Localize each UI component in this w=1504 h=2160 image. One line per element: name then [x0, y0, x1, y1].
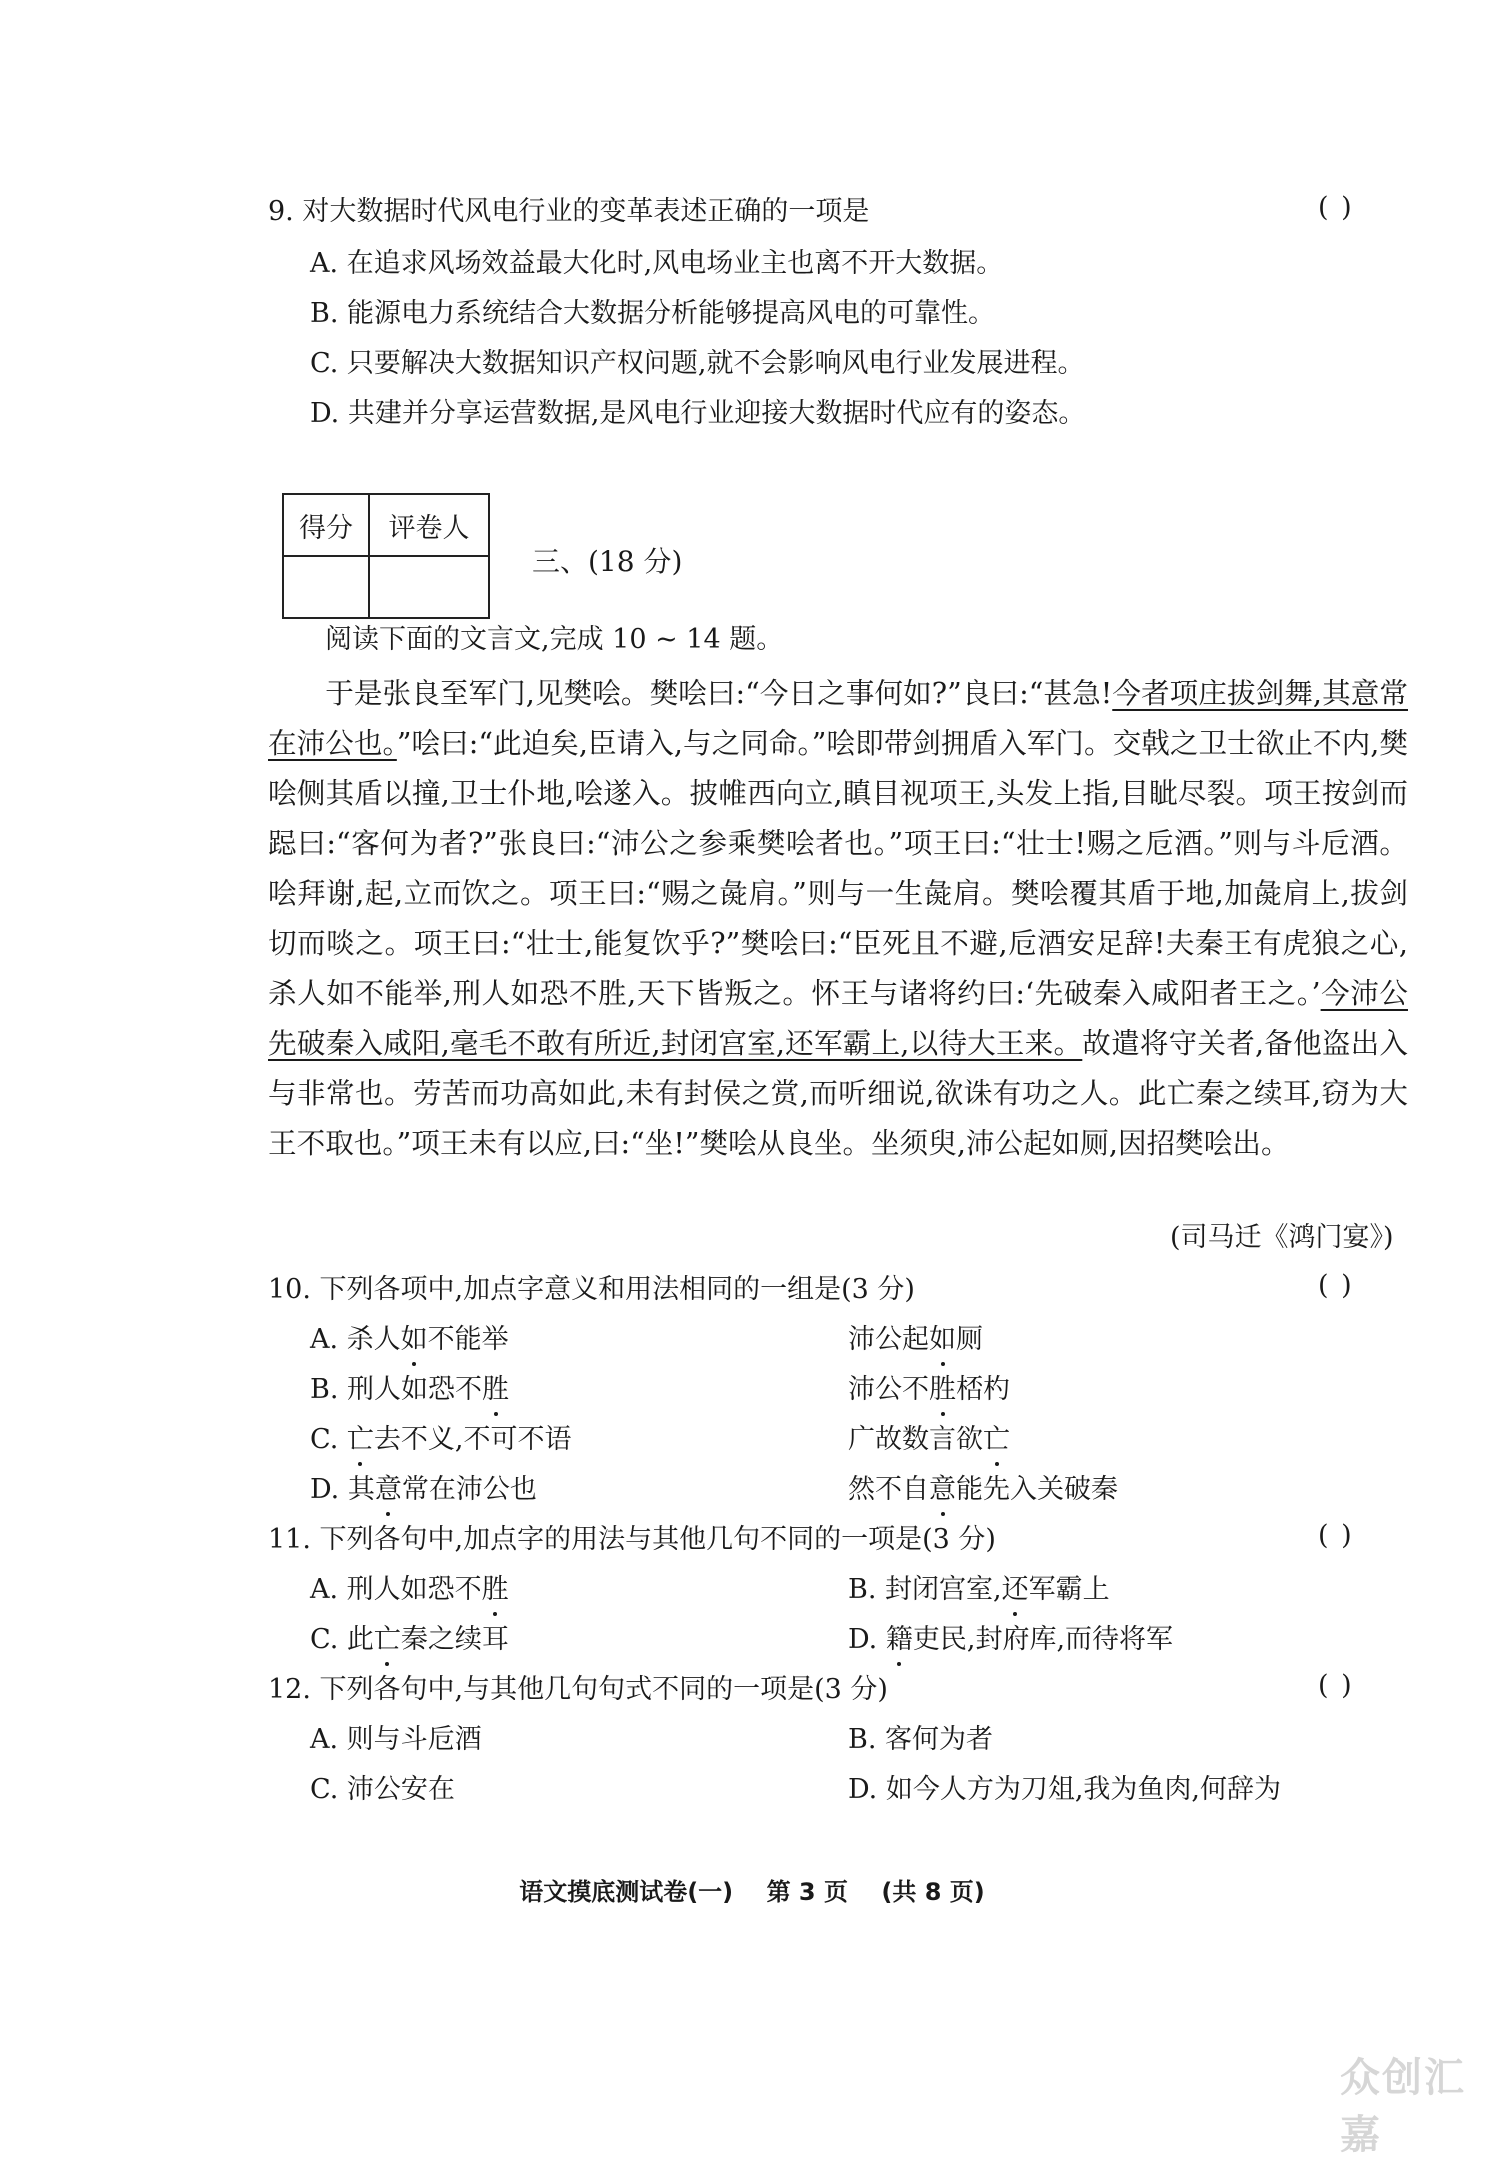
page-footer: 语文摸底测试卷(一) 第 3 页 (共 8 页): [519, 1878, 985, 1906]
q11-option-c: C. 此亡秦之续耳: [310, 1620, 509, 1660]
passage-source: (司马迁《鸿门宴》): [1170, 1222, 1394, 1253]
score-box: [282, 493, 490, 619]
q10-option-b-right: 沛公不胜桮杓: [848, 1370, 1010, 1410]
grader-label: 评卷人: [369, 494, 489, 556]
emphasis-dot-char: 亡: [347, 1420, 374, 1460]
q11-stem: 11. 下列各句中,加点字的用法与其他几句不同的一项是(3 分): [268, 1524, 996, 1555]
q11-option-b: B. 封闭宫室,还军霸上: [848, 1570, 1110, 1610]
passage-segment: 故遣将守关者,备他盗出入与非常也。劳苦而功高如此,未有封侯之赏,而听细说,欲诛有功之人。此亡秦之续耳,窃为大王不取也。”项王未有以应,曰:“坐!”樊哙从良坐。坐须臾,沛公起如厕,因招樊哙出。: [268, 1026, 1409, 1160]
q11-option-a: A. 刑人如恐不胜: [310, 1570, 509, 1610]
q10-stem: 10. 下列各项中,加点字意义和用法相同的一组是(3 分): [268, 1274, 915, 1305]
emphasis-dot-char: 胜: [482, 1570, 509, 1610]
classical-passage: [268, 668, 1408, 1168]
emphasis-dot-char: 如: [401, 1320, 428, 1360]
passage-underlined-sentence: 今沛公先破秦入咸阳,毫毛不敢有所近,封闭宫室,还军霸上,以待大王来。: [268, 976, 1408, 1060]
q10-option-a-right: 沛公起如厕: [848, 1320, 983, 1360]
emphasis-dot-char: 籍: [886, 1620, 913, 1660]
emphasis-dot-char: 胜: [482, 1370, 509, 1410]
q9-option-d: D. 共建并分享运营数据,是风电行业迎接大数据时代应有的姿态。: [310, 398, 1086, 429]
section-3-title: 三、(18 分): [532, 545, 683, 578]
reading-instruction: 阅读下面的文言文,完成 10 ~ 14 题。: [325, 624, 784, 655]
q12-option-a: A. 则与斗卮酒: [310, 1724, 482, 1755]
passage-segment: ”哙曰:“此迫矣,臣请入,与之同命。”哙即带剑拥盾入军门。交戟之卫士欲止不内,樊哙侧其盾以撞,卫士仆地,哙遂入。披帷西向立,瞋目视项王,头发上指,目眦尽裂。项王按剑而跽曰:“客何为者?”张良曰:“沛公之参乘樊哙者也。”项王曰:“壮士!赐之卮酒。”则与斗卮酒。哙拜谢,起,立而饮之。项王曰:“赐之彘肩。”则与一生彘肩。樊哙覆其盾于地,加彘肩上,拔剑切而啖之。项王曰:“壮士,能复饮乎?”樊哙曰:“臣死且不避,卮酒安足辞!夫秦王有虎狼之心,杀人如不能举,刑人如恐不胜,天下皆叛之。怀王与诸将约曰:‘先破秦入咸阳者王之。’: [268, 726, 1408, 1010]
q9-answer-bracket[interactable]: ( ): [1318, 192, 1354, 223]
q12-answer-bracket[interactable]: ( ): [1318, 1670, 1354, 1701]
passage-segment: 于是张良至军门,见樊哙。樊哙曰:“今日之事何如?”良曰:“甚急!: [325, 676, 1113, 710]
q9-option-a: A. 在追求风场效益最大化时,风电场业主也离不开大数据。: [310, 248, 1004, 279]
q11-answer-bracket[interactable]: ( ): [1318, 1520, 1354, 1551]
emphasis-dot-char: 意: [375, 1470, 402, 1510]
q9-stem: 9. 对大数据时代风电行业的变革表述正确的一项是: [268, 196, 870, 227]
q12-option-b: B. 客何为者: [848, 1724, 994, 1755]
passage-underlined-sentence: 今者项庄拔剑舞,其意常在沛公也。: [268, 676, 1408, 760]
q11-option-d: D. 籍吏民,封府库,而待将军: [848, 1620, 1173, 1660]
q12-option-d: D. 如今人方为刀俎,我为鱼肉,何辞为: [848, 1774, 1282, 1805]
emphasis-dot-char: 亡: [374, 1620, 401, 1660]
q12-stem: 12. 下列各句中,与其他几句句式不同的一项是(3 分): [268, 1674, 888, 1705]
emphasis-dot-char: 还: [1002, 1570, 1029, 1610]
score-label: 得分: [283, 494, 369, 556]
emphasis-dot-char: 意: [929, 1470, 956, 1510]
watermark-logo: 众创汇嘉: [1340, 2055, 1466, 2158]
emphasis-dot-char: 如: [929, 1320, 956, 1360]
q10-option-c-right: 广故数言欲亡: [848, 1420, 1010, 1460]
score-cell[interactable]: [283, 556, 369, 618]
q10-option-d-left: D. 其意常在沛公也: [310, 1470, 537, 1510]
q10-option-b-left: B. 刑人如恐不胜: [310, 1370, 509, 1410]
grader-cell[interactable]: [369, 556, 489, 618]
q10-answer-bracket[interactable]: ( ): [1318, 1270, 1354, 1301]
q12-option-c: C. 沛公安在: [310, 1774, 455, 1805]
q10-option-a-left: A. 杀人如不能举: [310, 1320, 509, 1360]
q9-option-c: C. 只要解决大数据知识产权问题,就不会影响风电行业发展进程。: [310, 348, 1085, 379]
q10-option-d-right: 然不自意能先入关破秦: [848, 1470, 1118, 1510]
emphasis-dot-char: 胜: [929, 1370, 956, 1410]
q10-option-c-left: C. 亡去不义,不可不语: [310, 1420, 571, 1460]
q9-option-b: B. 能源电力系统结合大数据分析能够提高风电的可靠性。: [310, 298, 996, 329]
emphasis-dot-char: 亡: [983, 1420, 1010, 1460]
